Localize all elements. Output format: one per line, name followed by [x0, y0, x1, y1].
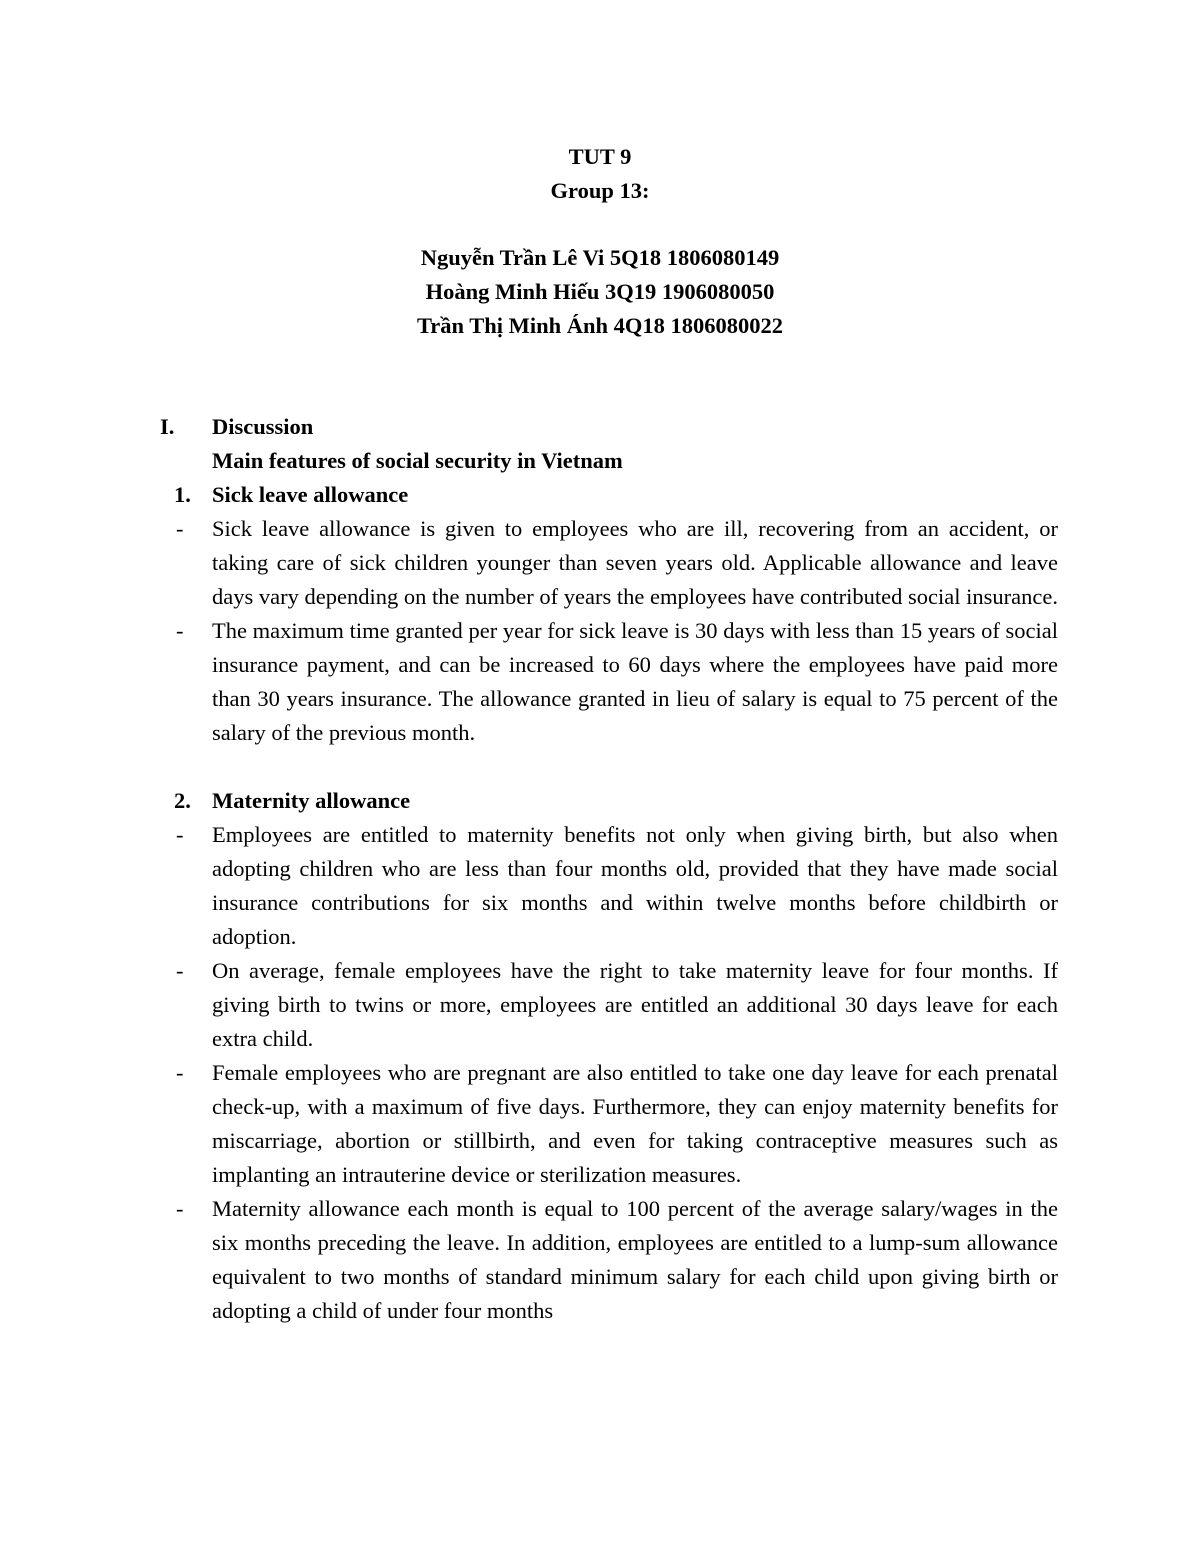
section-numeral: I. [160, 414, 175, 439]
spacer [160, 750, 1058, 784]
bullet-dash: - [176, 1196, 184, 1221]
bullet-text: Maternity allowance each month is equal to 100 percent of the average salary/wages in the six months preceding the leave. In addition, employees are entitled to a lump-sum allowance equivalent to two months of standard minimum salary for each child upon giving birth or adopting a child of under four months [212, 1196, 1058, 1323]
bullet-dash: - [176, 822, 184, 847]
bullet-dash: - [176, 958, 184, 983]
bullet-dash: - [176, 1060, 184, 1085]
section-subheading-text: Main features of social security in Vietnam [212, 448, 623, 473]
group-label: Group 13: [550, 178, 650, 203]
bullet-dash: - [176, 618, 184, 643]
bullet-text: Female employees who are pregnant are also entitled to take one day leave for each prenatal check-up, with a maximum of five days. Furthermore, they can enjoy maternity benefits for miscarriage, abortion or stillbirth, and even for taking contraceptive measures such as implanting an intrauterine device or sterilization measures. [212, 1060, 1058, 1187]
bullet-item [160, 954, 1058, 1056]
item-number: 2. [174, 788, 191, 813]
item-number: 1. [174, 482, 191, 507]
bullet-text: On average, female employees have the right to take maternity leave for four months. If giving birth to twins or more, employees are entitled an additional 30 days leave for each extra child. [212, 958, 1058, 1051]
section-heading-text: Discussion [212, 414, 314, 439]
bullet-item [160, 1056, 1058, 1192]
member-name: Hoàng Minh Hiếu 3Q19 1906080050 [425, 279, 775, 304]
bullet-item [160, 614, 1058, 750]
item-heading-maternity [160, 784, 1058, 818]
bullet-dash: - [176, 516, 184, 541]
member-list [0, 241, 1200, 343]
item-title: Maternity allowance [212, 788, 411, 813]
bullet-item [160, 1192, 1058, 1328]
bullet-text: Sick leave allowance is given to employees who are ill, recovering from an accident, or taking care of sick children younger than seven years old. Applicable allowance and leave days vary depending on the number of years the employees have contributed social insurance. [212, 516, 1058, 609]
bullet-text: Employees are entitled to maternity benefits not only when giving birth, but also when adopting children who are less than four months old, provided that they have made social insurance contributions for six months and within twelve months before childbirth or adoption. [212, 822, 1058, 949]
section-heading [160, 410, 1058, 444]
document-body [160, 410, 1058, 1328]
member-name: Nguyễn Trần Lê Vi 5Q18 1806080149 [420, 245, 780, 270]
section-subheading [160, 444, 1058, 478]
member-name: Trần Thị Minh Ánh 4Q18 1806080022 [416, 313, 784, 338]
bullet-item [160, 512, 1058, 614]
item-title: Sick leave allowance [212, 482, 409, 507]
document-title: TUT 9 [568, 144, 632, 169]
item-heading-sick-leave [160, 478, 1058, 512]
bullet-text: The maximum time granted per year for sick leave is 30 days with less than 15 years of social insurance payment, and can be increased to 60 days where the employees have paid more than 30 years insurance. The allowance granted in lieu of salary is equal to 75 percent of the salary of the previous month. [212, 618, 1058, 745]
bullet-item [160, 818, 1058, 954]
